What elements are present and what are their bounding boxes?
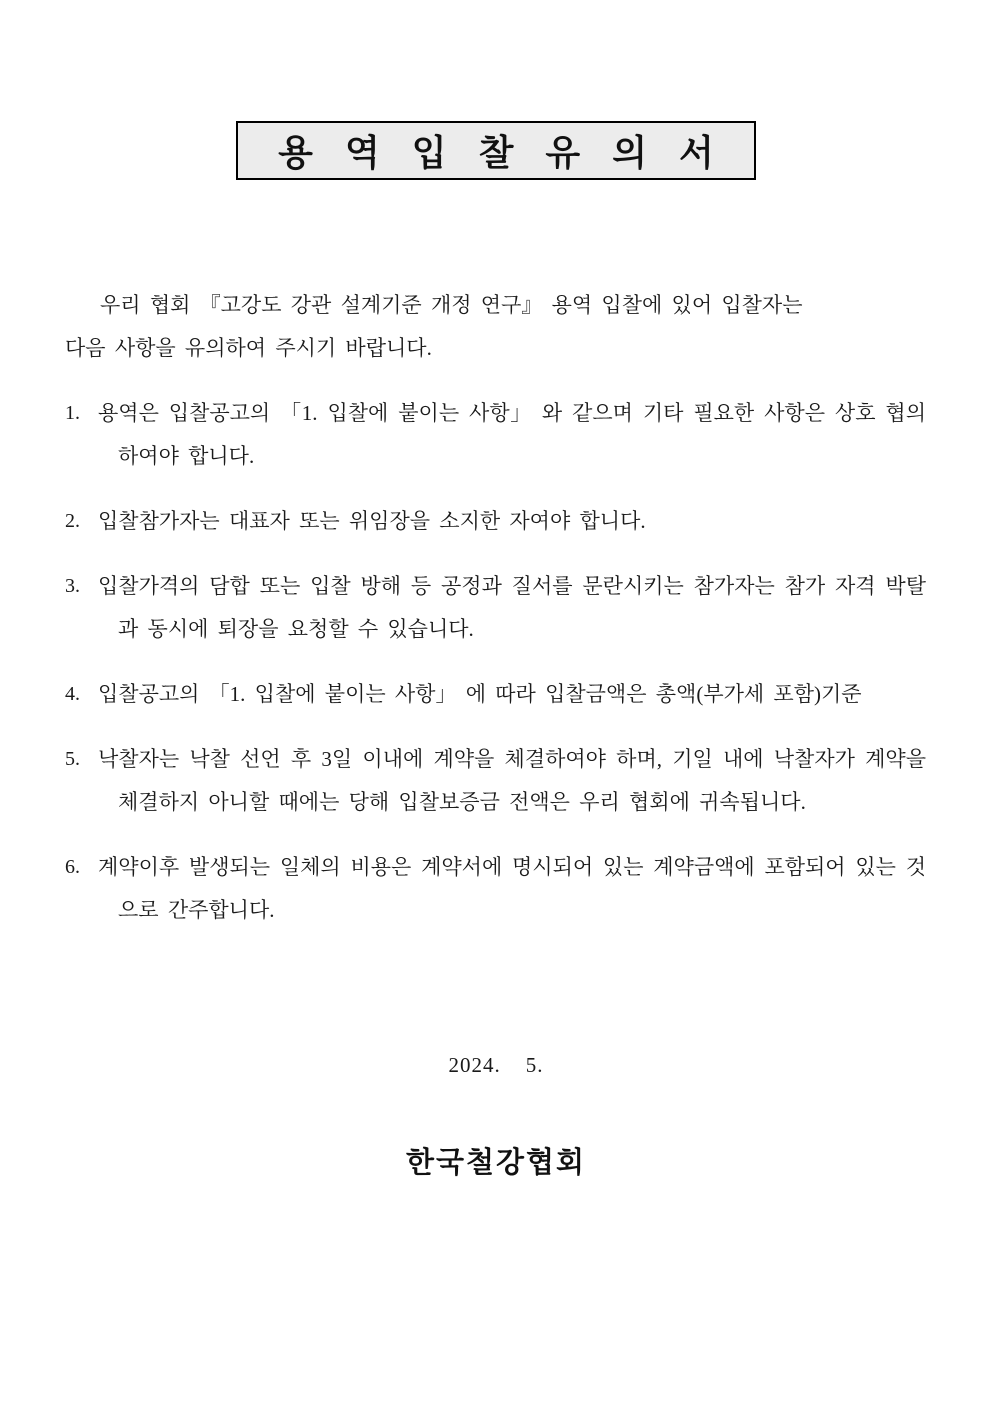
list-item-number: 4. <box>65 683 80 705</box>
list-item <box>65 738 926 824</box>
list-item-text: 계약이후 발생되는 일체의 비용은 계약서에 명시되어 있는 계약금액에 포함되어 있는 것으로 간주합니다. <box>98 855 926 922</box>
document-body <box>65 284 926 932</box>
intro-paragraph <box>65 284 926 370</box>
document-title: 용 역 입 찰 유 의 서 <box>278 133 726 173</box>
list-item <box>65 846 926 932</box>
list-item-text: 용역은 입찰공고의 「1. 입찰에 붙이는 사항」 와 같으며 기타 필요한 사항은 상호 협의하여야 합니다. <box>98 401 926 468</box>
list-item <box>65 673 926 716</box>
document-date: 2024. 5. <box>448 1053 544 1077</box>
list-item-number: 5. <box>65 748 80 770</box>
list-item-text: 낙찰자는 낙찰 선언 후 3일 이내에 계약을 체결하여야 하며, 기일 내에 낙찰자가 계약을 체결하지 아니할 때에는 당해 입찰보증금 전액은 우리 협회에 귀속됩니다. <box>98 747 926 814</box>
intro-line: 우리 협회 『고강도 강관 설계기준 개정 연구』 용역 입찰에 있어 입찰자는 <box>100 293 803 317</box>
list-item-text: 입찰공고의 「1. 입찰에 붙이는 사항」 에 따라 입찰금액은 총액(부가세 포함)기준 <box>98 682 862 706</box>
organization-name: 한국철강협회 <box>405 1147 587 1179</box>
list-item <box>65 392 926 478</box>
list-item-number: 6. <box>65 856 80 878</box>
list-item-text: 입찰가격의 담합 또는 입찰 방해 등 공정과 질서를 문란시키는 참가자는 참가 자격 박탈과 동시에 퇴장을 요청할 수 있습니다. <box>98 574 926 641</box>
list-item-number: 1. <box>65 402 80 424</box>
intro-line: 다음 사항을 유의하여 주시기 바랍니다. <box>65 336 432 360</box>
document-title-box <box>236 121 756 180</box>
list-item-number: 2. <box>65 510 80 532</box>
list-item-text: 입찰참가자는 대표자 또는 위임장을 소지한 자여야 합니다. <box>98 509 646 533</box>
list-item-number: 3. <box>65 575 80 597</box>
list-item <box>65 565 926 651</box>
list-item <box>65 500 926 543</box>
